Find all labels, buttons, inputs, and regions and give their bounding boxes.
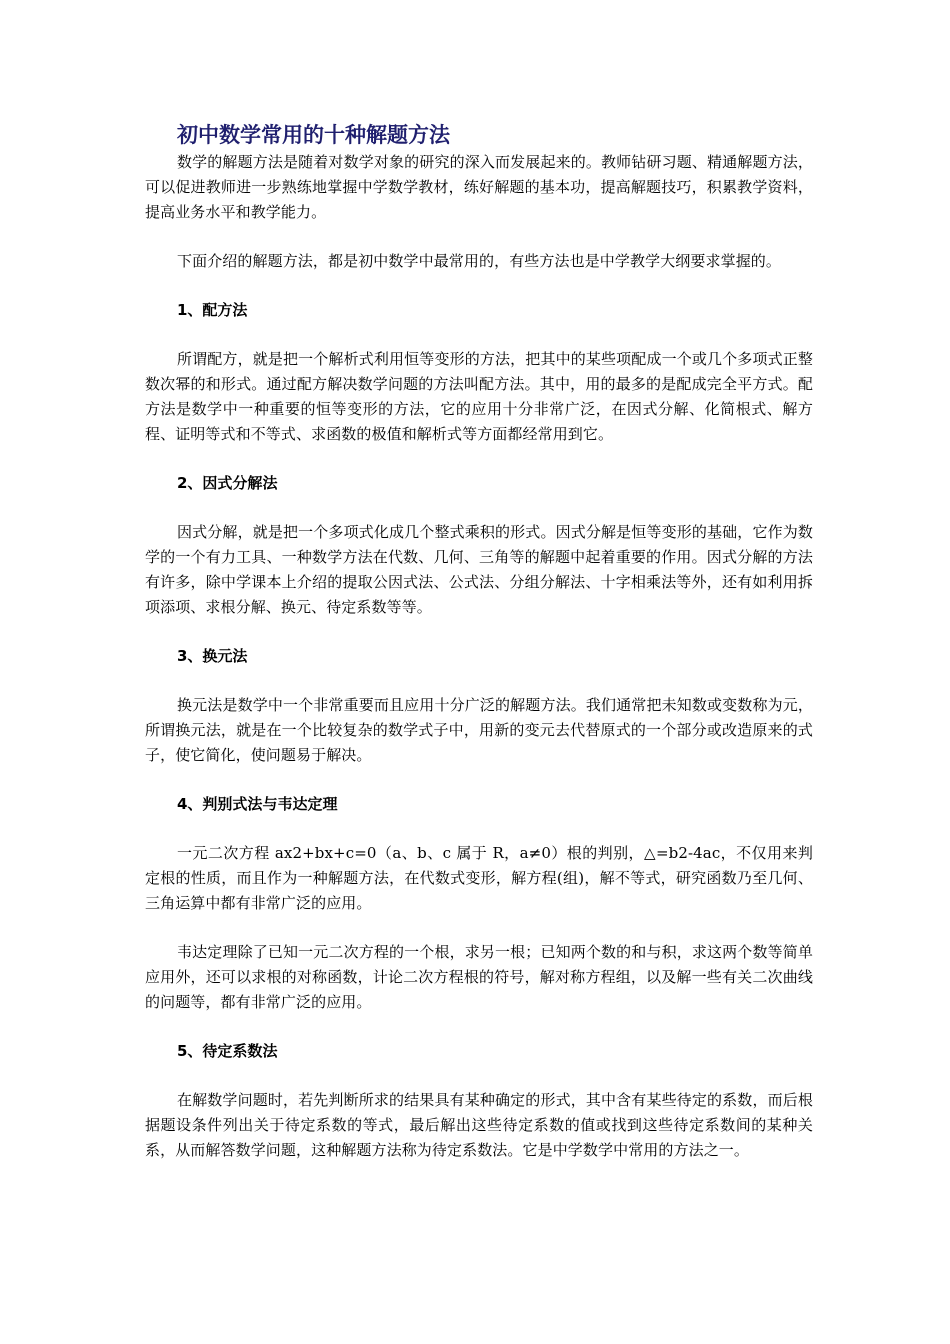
section-3-paragraph-1: 换元法是数学中一个非常重要而且应用十分广泛的解题方法。我们通常把未知数或变数称为元，所谓换元法，就是在一个比较复杂的数学式子中，用新的变元去代替原式的一个部分或改造原来的式子，使它简化，使问题易于解决。 <box>145 696 813 764</box>
spacer <box>145 447 813 471</box>
spacer <box>145 323 813 347</box>
spacer <box>145 620 813 644</box>
spacer <box>145 496 813 520</box>
intro-paragraph-1: 数学的解题方法是随着对数学对象的研究的深入而发展起来的。教师钻研习题、精通解题方法，可以促进教师进一步熟练地掌握中学数学教材，练好解题的基本功，提高解题技巧，积累教学资料，提高业务水平和教学能力。 <box>145 153 813 221</box>
section-heading-3: 3、换元法 <box>177 647 248 665</box>
spacer <box>145 1064 813 1088</box>
spacer <box>145 768 813 792</box>
section-heading-2: 2、因式分解法 <box>177 474 278 492</box>
section-2-paragraph-1: 因式分解，就是把一个多项式化成几个整式乘积的形式。因式分解是恒等变形的基础，它作为数学的一个有力工具、一种数学方法在代数、几何、三角等的解题中起着重要的作用。因式分解的方法有许多，除中学课本上介绍的提取公因式法、公式法、分组分解法、十字相乘法等外，还有如利用拆项添项、求根分解、换元、待定系数等等。 <box>145 523 813 616</box>
section-heading-4: 4、判别式法与韦达定理 <box>177 795 338 813</box>
spacer <box>145 916 813 940</box>
page-title: 初中数学常用的十种解题方法 <box>177 123 450 147</box>
section-4-paragraph-2: 韦达定理除了已知一元二次方程的一个根，求另一根；已知两个数的和与积，求这两个数等简单应用外，还可以求根的对称函数，计论二次方程根的符号，解对称方程组，以及解一些有关二次曲线的问题等，都有非常广泛的应用。 <box>145 943 813 1011</box>
section-heading-1: 1、配方法 <box>177 301 248 319</box>
section-5-paragraph-1: 在解数学问题时，若先判断所求的结果具有某种确定的形式，其中含有某些待定的系数，而后根据题设条件列出关于待定系数的等式，最后解出这些待定系数的值或找到这些待定系数间的某种关系，从而解答数学问题，这种解题方法称为待定系数法。它是中学数学中常用的方法之一。 <box>145 1091 813 1159</box>
spacer <box>145 225 813 249</box>
spacer <box>145 1015 813 1039</box>
spacer <box>145 274 813 298</box>
spacer <box>145 817 813 841</box>
section-1-paragraph-1: 所谓配方，就是把一个解析式利用恒等变形的方法，把其中的某些项配成一个或几个多项式正整数次幂的和形式。通过配方解决数学问题的方法叫配方法。其中，用的最多的是配成完全平方式。配方法是数学中一种重要的恒等变形的方法，它的应用十分非常广泛，在因式分解、化简根式、解方程、证明等式和不等式、求函数的极值和解析式等方面都经常用到它。 <box>145 350 813 443</box>
document-body <box>145 120 813 1163</box>
spacer <box>145 669 813 693</box>
section-4-paragraph-1: 一元二次方程 ax2+bx+c=0（a、b、c 属于 R，a≠0）根的判别，△=b2-4ac，不仅用来判定根的性质，而且作为一种解题方法，在代数式变形，解方程(组)，解不等式，研究函数乃至几何、三角运算中都有非常广泛的应用。 <box>145 844 813 912</box>
intro-paragraph-2: 下面介绍的解题方法，都是初中数学中最常用的，有些方法也是中学教学大纲要求掌握的。 <box>177 252 782 270</box>
section-heading-5: 5、待定系数法 <box>177 1042 278 1060</box>
